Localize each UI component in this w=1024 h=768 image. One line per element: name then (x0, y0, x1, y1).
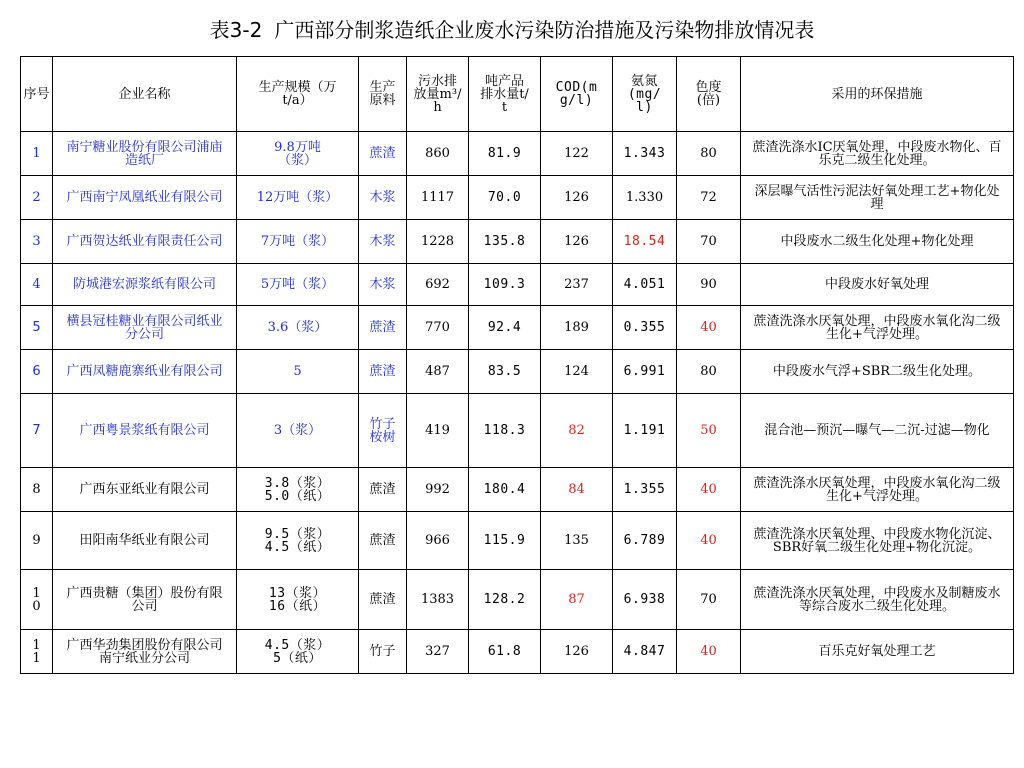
row-measures: 蔗渣洗涤水厌氧处理、中段废水物化沉淀、SBR好氧二级生化处理+物化沉淀。 (741, 512, 1014, 570)
row-wastewater: 1383 (407, 570, 469, 630)
row-measures: 中段废水二级生化处理+物化处理 (741, 220, 1014, 264)
row-color: 40 (677, 512, 741, 570)
row-color: 40 (677, 306, 741, 350)
row-measures: 混合池—预沉—曝气—二沉-过滤—物化 (741, 394, 1014, 468)
row-material: 蔗渣 (359, 468, 407, 512)
row-ton-water: 135.8 (469, 220, 541, 264)
row-nh3: 1.355 (613, 468, 677, 512)
row-idx: 7 (21, 394, 53, 468)
row-cod: 124 (541, 350, 613, 394)
table-row (21, 132, 1014, 176)
row-color: 40 (677, 468, 741, 512)
row-measures: 蔗渣洗涤水厌氧处理，中段废水及制糖废水等综合废水二级生化处理。 (741, 570, 1014, 630)
row-scale: 13（浆） 16（纸） (237, 570, 359, 630)
row-wastewater: 966 (407, 512, 469, 570)
row-nh3: 4.847 (613, 630, 677, 674)
row-idx: 2 (21, 176, 53, 220)
row-ton-water: 118.3 (469, 394, 541, 468)
row-cod: 126 (541, 630, 613, 674)
table-title (0, 14, 1024, 43)
row-name: 广西贵糖（集团）股份有限公司 (53, 570, 237, 630)
row-nh3: 0.355 (613, 306, 677, 350)
row-material: 木浆 (359, 220, 407, 264)
row-ton-water: 128.2 (469, 570, 541, 630)
table-row (21, 176, 1014, 220)
row-idx: 11 (21, 630, 53, 674)
header-color: 色度(倍) (677, 57, 741, 132)
table-number: 表3-2 (209, 18, 263, 42)
row-wastewater: 419 (407, 394, 469, 468)
row-scale: 3.6（浆） (237, 306, 359, 350)
row-name: 广西粤景浆纸有限公司 (53, 394, 237, 468)
row-idx: 6 (21, 350, 53, 394)
row-measures: 深层曝气活性污泥法好氧处理工艺+物化处理 (741, 176, 1014, 220)
row-ton-water: 70.0 (469, 176, 541, 220)
row-measures: 百乐克好氧处理工艺 (741, 630, 1014, 674)
row-idx: 3 (21, 220, 53, 264)
table-row (21, 570, 1014, 630)
row-scale: 7万吨（浆） (237, 220, 359, 264)
table-row (21, 394, 1014, 468)
row-measures: 蔗渣洗涤水厌氧处理，中段废水氧化沟二级生化+气浮处理。 (741, 468, 1014, 512)
header-material: 生产原料 (359, 57, 407, 132)
row-wastewater: 992 (407, 468, 469, 512)
row-scale: 3.8（浆） 5.0（纸） (237, 468, 359, 512)
row-nh3: 1.191 (613, 394, 677, 468)
row-scale: 9.8万吨（浆） (237, 132, 359, 176)
header-ton-water: 吨产品排水量t/t (469, 57, 541, 132)
row-wastewater: 860 (407, 132, 469, 176)
row-name: 广西贺达纸业有限责任公司 (53, 220, 237, 264)
table-row (21, 350, 1014, 394)
row-ton-water: 180.4 (469, 468, 541, 512)
row-color: 80 (677, 132, 741, 176)
row-scale: 5万吨（浆） (237, 264, 359, 306)
row-scale: 3（浆） (237, 394, 359, 468)
row-cod: 189 (541, 306, 613, 350)
row-nh3: 1.343 (613, 132, 677, 176)
row-material: 竹子 (359, 630, 407, 674)
row-idx: 8 (21, 468, 53, 512)
row-color: 70 (677, 570, 741, 630)
row-measures: 蔗渣洗涤水厌氧处理，中段废水氧化沟二级生化+气浮处理。 (741, 306, 1014, 350)
row-name: 横县冠桂糖业有限公司纸业分公司 (53, 306, 237, 350)
row-wastewater: 1117 (407, 176, 469, 220)
row-material: 蔗渣 (359, 132, 407, 176)
row-name: 广西凤糖鹿寨纸业有限公司 (53, 350, 237, 394)
row-material: 蔗渣 (359, 512, 407, 570)
row-nh3: 4.051 (613, 264, 677, 306)
row-material: 蔗渣 (359, 350, 407, 394)
table-row (21, 468, 1014, 512)
row-idx: 1 (21, 132, 53, 176)
row-measures: 中段废水好氧处理 (741, 264, 1014, 306)
row-material: 木浆 (359, 264, 407, 306)
header-row (21, 57, 1014, 132)
row-idx: 4 (21, 264, 53, 306)
row-wastewater: 487 (407, 350, 469, 394)
row-wastewater: 692 (407, 264, 469, 306)
row-color: 90 (677, 264, 741, 306)
row-material: 木浆 (359, 176, 407, 220)
row-cod: 126 (541, 220, 613, 264)
row-ton-water: 81.9 (469, 132, 541, 176)
row-name: 防城港宏源浆纸有限公司 (53, 264, 237, 306)
row-idx: 10 (21, 570, 53, 630)
row-cod: 135 (541, 512, 613, 570)
row-nh3: 6.789 (613, 512, 677, 570)
row-color: 40 (677, 630, 741, 674)
row-cod: 84 (541, 468, 613, 512)
pollution-table (20, 56, 1014, 674)
table-row (21, 306, 1014, 350)
table-row (21, 512, 1014, 570)
row-nh3: 6.938 (613, 570, 677, 630)
row-material: 蔗渣 (359, 570, 407, 630)
header-name: 企业名称 (53, 57, 237, 132)
row-nh3: 6.991 (613, 350, 677, 394)
header-wastewater: 污水排放量m³/h (407, 57, 469, 132)
row-ton-water: 115.9 (469, 512, 541, 570)
row-name: 广西华劲集团股份有限公司南宁纸业分公司 (53, 630, 237, 674)
row-cod: 87 (541, 570, 613, 630)
header-idx: 序号 (21, 57, 53, 132)
row-color: 80 (677, 350, 741, 394)
header-measures: 采用的环保措施 (741, 57, 1014, 132)
row-ton-water: 109.3 (469, 264, 541, 306)
row-wastewater: 1228 (407, 220, 469, 264)
row-cod: 237 (541, 264, 613, 306)
row-color: 72 (677, 176, 741, 220)
row-cod: 122 (541, 132, 613, 176)
row-scale: 9.5（浆） 4.5（纸） (237, 512, 359, 570)
row-name: 广西南宁凤凰纸业有限公司 (53, 176, 237, 220)
row-scale: 5 (237, 350, 359, 394)
row-nh3: 1.330 (613, 176, 677, 220)
row-scale: 4.5（浆） 5（纸） (237, 630, 359, 674)
row-material: 蔗渣 (359, 306, 407, 350)
row-color: 50 (677, 394, 741, 468)
row-idx: 9 (21, 512, 53, 570)
row-measures: 中段废水气浮+SBR二级生化处理。 (741, 350, 1014, 394)
row-measures: 蔗渣洗涤水IC厌氧处理，中段废水物化、百乐克二级生化处理。 (741, 132, 1014, 176)
row-name: 南宁糖业股份有限公司浦庙造纸厂 (53, 132, 237, 176)
header-cod: COD(mg/l) (541, 57, 613, 132)
row-material: 竹子桉树 (359, 394, 407, 468)
header-nh3: 氨氮(mg/l) (613, 57, 677, 132)
row-cod: 126 (541, 176, 613, 220)
table-row (21, 630, 1014, 674)
row-ton-water: 92.4 (469, 306, 541, 350)
row-wastewater: 770 (407, 306, 469, 350)
row-name: 广西东亚纸业有限公司 (53, 468, 237, 512)
table-row (21, 220, 1014, 264)
row-color: 70 (677, 220, 741, 264)
row-wastewater: 327 (407, 630, 469, 674)
header-scale: 生产规模（万t/a） (237, 57, 359, 132)
row-ton-water: 61.8 (469, 630, 541, 674)
row-idx: 5 (21, 306, 53, 350)
row-ton-water: 83.5 (469, 350, 541, 394)
table-row (21, 264, 1014, 306)
row-cod: 82 (541, 394, 613, 468)
table-caption: 广西部分制浆造纸企业废水污染防治措施及污染物排放情况表 (274, 18, 815, 42)
row-name: 田阳南华纸业有限公司 (53, 512, 237, 570)
row-nh3: 18.54 (613, 220, 677, 264)
row-scale: 12万吨（浆） (237, 176, 359, 220)
